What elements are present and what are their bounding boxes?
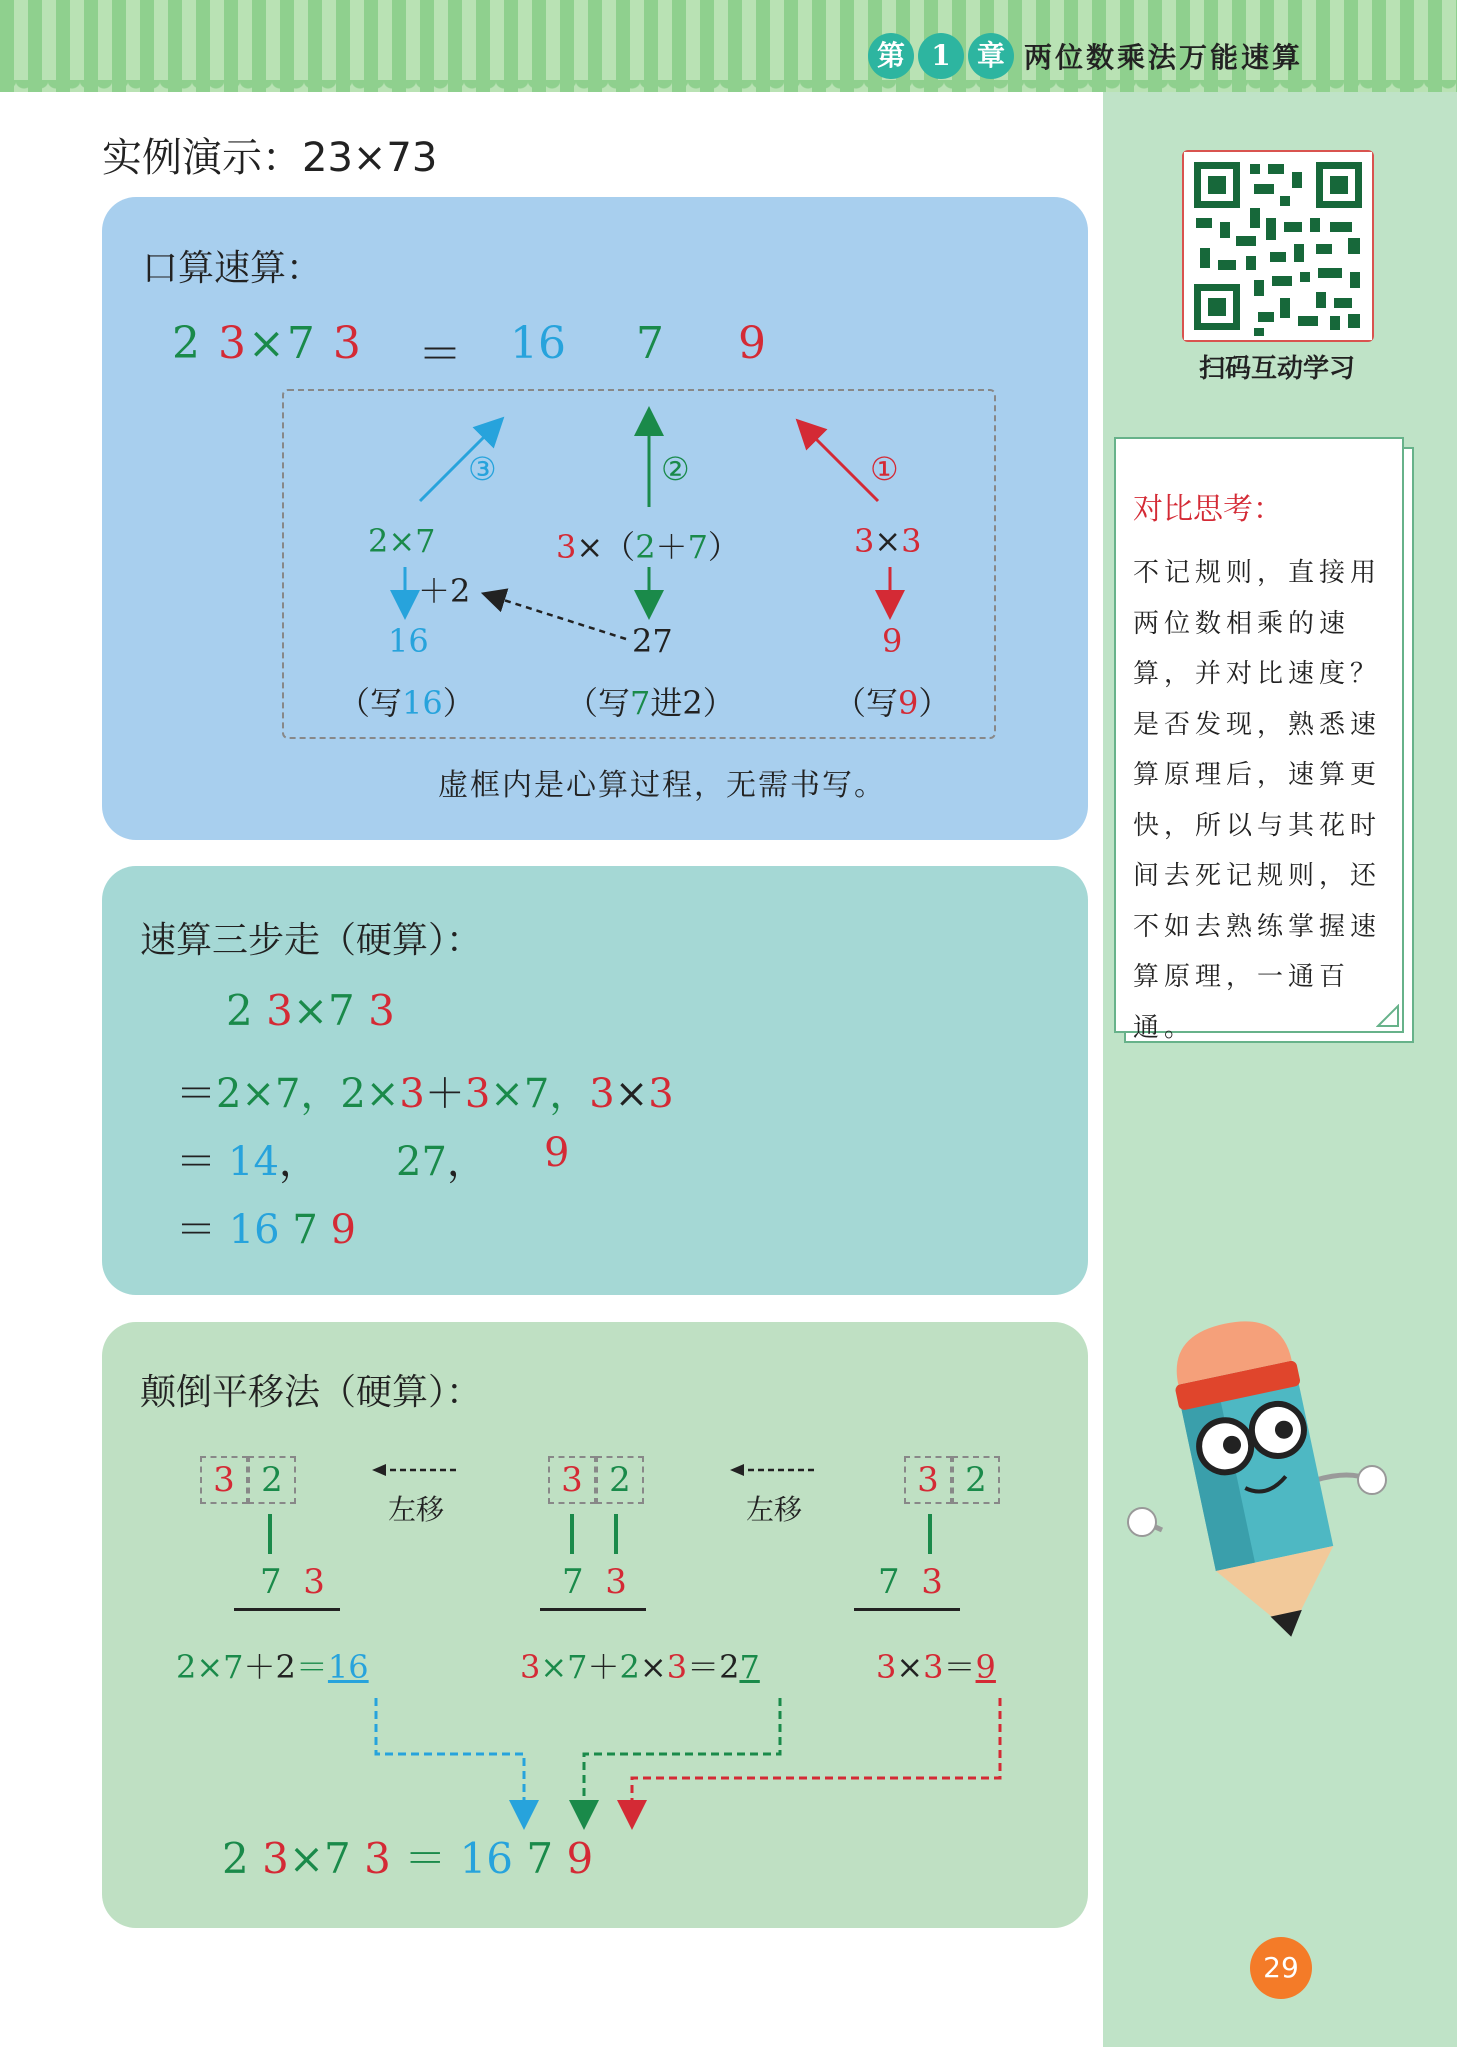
write-close: ）: [918, 684, 951, 722]
digit: 3: [213, 1460, 235, 1500]
value: 16: [228, 1207, 280, 1253]
digit-box-3: [904, 1456, 952, 1504]
step-1-label: ①: [870, 450, 899, 488]
result: 9: [975, 1648, 996, 1686]
equals: ＝: [295, 1648, 328, 1686]
digit: 7: [260, 1562, 282, 1602]
part: 3: [399, 1071, 425, 1117]
digit: 3: [364, 1834, 391, 1883]
digit-box-3: [200, 1456, 248, 1504]
result-part-1: 16: [510, 318, 566, 369]
digit: 7: [878, 1562, 900, 1602]
digit: 2: [261, 1460, 283, 1500]
pairing-line: [614, 1514, 618, 1554]
digit-box-2: [596, 1456, 644, 1504]
equals: ＝: [943, 1648, 976, 1686]
digit: 2: [368, 522, 389, 560]
digit: 3: [303, 1562, 325, 1602]
digit: 2: [226, 986, 253, 1035]
chapter-heading: [868, 33, 1303, 79]
write-value: 16: [402, 684, 443, 722]
digit: 2: [222, 1834, 249, 1883]
part: 2×7，: [216, 1071, 341, 1117]
value: 9: [330, 1207, 356, 1253]
part: ×7: [540, 1648, 588, 1686]
part: 3: [589, 1071, 615, 1117]
digit: 2: [635, 528, 656, 566]
left-result: 16: [388, 622, 429, 660]
part: 2: [619, 1648, 640, 1686]
three-step-line-2: [176, 1062, 674, 1119]
value: 7: [292, 1207, 318, 1253]
equals: ＝: [176, 1139, 216, 1185]
formula-3: [876, 1642, 996, 1688]
note-title: 对比思考：: [1133, 492, 1283, 527]
underline: [540, 1608, 646, 1611]
note-page-curl: [1376, 1004, 1400, 1028]
part: 3: [876, 1648, 897, 1686]
times: ×: [896, 1648, 924, 1686]
formula-1: [176, 1642, 369, 1688]
digit-box-2: [952, 1456, 1000, 1504]
write-open: （写: [338, 684, 403, 722]
part: 3: [520, 1648, 541, 1686]
note-body: 不记规则，直接用两位数相乘的速算，并对比速度？是否发现，熟悉速算原理后，速算更快，所以与其花时间去死记规则，还不如去熟练掌握速算原理，一通百通。: [1133, 558, 1382, 1043]
bottom-digits: [562, 1562, 627, 1602]
write-carry-word: 进: [650, 684, 683, 722]
center-result: 27: [632, 622, 673, 660]
op: ×（: [576, 528, 636, 566]
comma: ，: [278, 1139, 319, 1185]
write-close: ）: [442, 684, 475, 722]
write-carry-value: 2: [682, 684, 703, 722]
digit: 3: [266, 986, 293, 1035]
write-value: 9: [898, 684, 919, 722]
digit: 3: [368, 986, 395, 1035]
right-expression: [854, 522, 922, 560]
mental-calc-equation: [172, 318, 363, 369]
pairing-line: [928, 1514, 932, 1554]
three-step-line-1: [226, 986, 395, 1035]
times-sign: ×: [248, 318, 287, 369]
value: 14: [228, 1139, 279, 1185]
shift-left-arrow: [728, 1460, 828, 1480]
part: 3: [666, 1648, 688, 1686]
part: ＋: [424, 1071, 465, 1117]
part: 3: [464, 1071, 491, 1117]
digit: 2: [965, 1460, 987, 1500]
bottom-digits: [260, 1562, 325, 1602]
qr-label: 扫码互动学习: [1198, 354, 1355, 384]
sidebar-column: [1103, 92, 1457, 2047]
flip-shift-title: 颠倒平移法（硬算）：: [140, 1372, 483, 1413]
section-title: 实例演示：23×73: [102, 135, 438, 181]
write-open: （写: [834, 684, 899, 722]
digit: 2: [172, 318, 202, 369]
carry: 2: [275, 1648, 296, 1686]
digit: 3: [605, 1562, 627, 1602]
part: 3: [923, 1648, 944, 1686]
digit: 3: [917, 1460, 939, 1500]
part: ×: [614, 1071, 649, 1117]
equals: ＝: [176, 1071, 216, 1117]
arrow-carry: [488, 595, 626, 639]
comma: ，: [446, 1139, 487, 1185]
part: ×7，: [490, 1071, 590, 1117]
plus: ＋: [655, 528, 688, 566]
chapter-title: 两位数乘法万能速算: [1024, 41, 1304, 74]
carry-digit: 2: [719, 1648, 740, 1686]
write-close: ）: [702, 684, 735, 722]
line-3-value-3: 9: [544, 1130, 570, 1176]
qr-code-graphic: [1184, 152, 1372, 340]
shift-left-arrow: [370, 1460, 470, 1480]
digit-box-3: [548, 1456, 596, 1504]
qr-code[interactable]: [1182, 150, 1374, 342]
left-expression: [368, 522, 436, 560]
digit: 3: [901, 522, 922, 560]
result-part: 16: [459, 1834, 514, 1883]
digit: 3: [561, 1460, 583, 1500]
underline: [854, 1608, 960, 1611]
result-part-3: 9: [738, 318, 766, 369]
result-part-2: 7: [636, 318, 664, 369]
part: 2×7: [176, 1648, 244, 1686]
right-result: 9: [882, 622, 903, 660]
center-expression: [556, 522, 740, 568]
arrow-step-1: [802, 425, 878, 501]
formula-2: [520, 1642, 760, 1688]
line-3-value-2: [396, 1130, 487, 1187]
op: ×: [874, 522, 902, 560]
times: ×: [639, 1648, 667, 1686]
digit: 3: [921, 1562, 943, 1602]
plus: ＋: [243, 1648, 276, 1686]
digit: 3: [854, 522, 875, 560]
underline: [234, 1608, 340, 1611]
shift-left-label: 左移: [388, 1493, 445, 1526]
times-seven: ×7: [288, 1834, 351, 1883]
pairing-line: [570, 1514, 574, 1554]
equals: ＝: [176, 1207, 216, 1253]
digit: 3: [218, 318, 248, 369]
part: 3: [648, 1071, 674, 1117]
pencil-mascot-illustration: [1120, 1320, 1400, 1660]
three-step-title: 速算三步走（硬算）：: [140, 920, 483, 961]
digit: 7: [562, 1562, 584, 1602]
digit: 3: [332, 318, 363, 369]
step-3-label: ③: [468, 450, 497, 488]
equals: ＝: [404, 1834, 447, 1883]
part: 2×: [340, 1071, 400, 1117]
close-paren: ）: [707, 528, 740, 566]
left-write-note: [338, 678, 475, 724]
chapter-suffix: 章: [968, 33, 1014, 79]
result-connectors: [360, 1690, 1020, 1830]
digit: 3: [556, 528, 577, 566]
times-seven: ×7: [292, 986, 355, 1035]
chapter-number: 1: [918, 33, 964, 79]
result: 16: [327, 1648, 369, 1686]
digit: 3: [262, 1834, 289, 1883]
three-step-line-3: [176, 1130, 216, 1187]
center-write-note: [566, 678, 735, 724]
step-2-label: ②: [661, 450, 690, 488]
mental-calc-title: 口算速算：: [142, 248, 323, 289]
result-part: 7: [526, 1834, 554, 1883]
digit: 7: [286, 318, 317, 369]
final-equation: [222, 1826, 593, 1886]
equals: ＝: [687, 1648, 720, 1686]
chapter-prefix: 第: [868, 33, 914, 79]
left-expr-rest: ×7: [388, 522, 436, 560]
digit: 2: [609, 1460, 631, 1500]
line-3-value-1: [228, 1130, 319, 1187]
result-part: 9: [566, 1834, 594, 1883]
write-open: （写: [566, 684, 631, 722]
result: 7: [739, 1648, 760, 1686]
shift-left-label: 左移: [746, 1493, 803, 1526]
page-number: 29: [1250, 1937, 1312, 1999]
value: 27: [396, 1139, 447, 1185]
write-value: 7: [630, 684, 651, 722]
mental-caption: 虚框内是心算过程，无需书写。: [438, 768, 886, 803]
pairing-line: [268, 1514, 272, 1554]
left-plus-carry: ＋2: [418, 572, 471, 610]
right-write-note: [834, 678, 950, 724]
equals-sign: ＝: [418, 329, 462, 380]
three-step-line-4: [176, 1198, 356, 1255]
bottom-digits: [878, 1562, 943, 1602]
digit: 7: [687, 528, 708, 566]
digit-box-2: [248, 1456, 296, 1504]
plus: ＋: [587, 1648, 620, 1686]
